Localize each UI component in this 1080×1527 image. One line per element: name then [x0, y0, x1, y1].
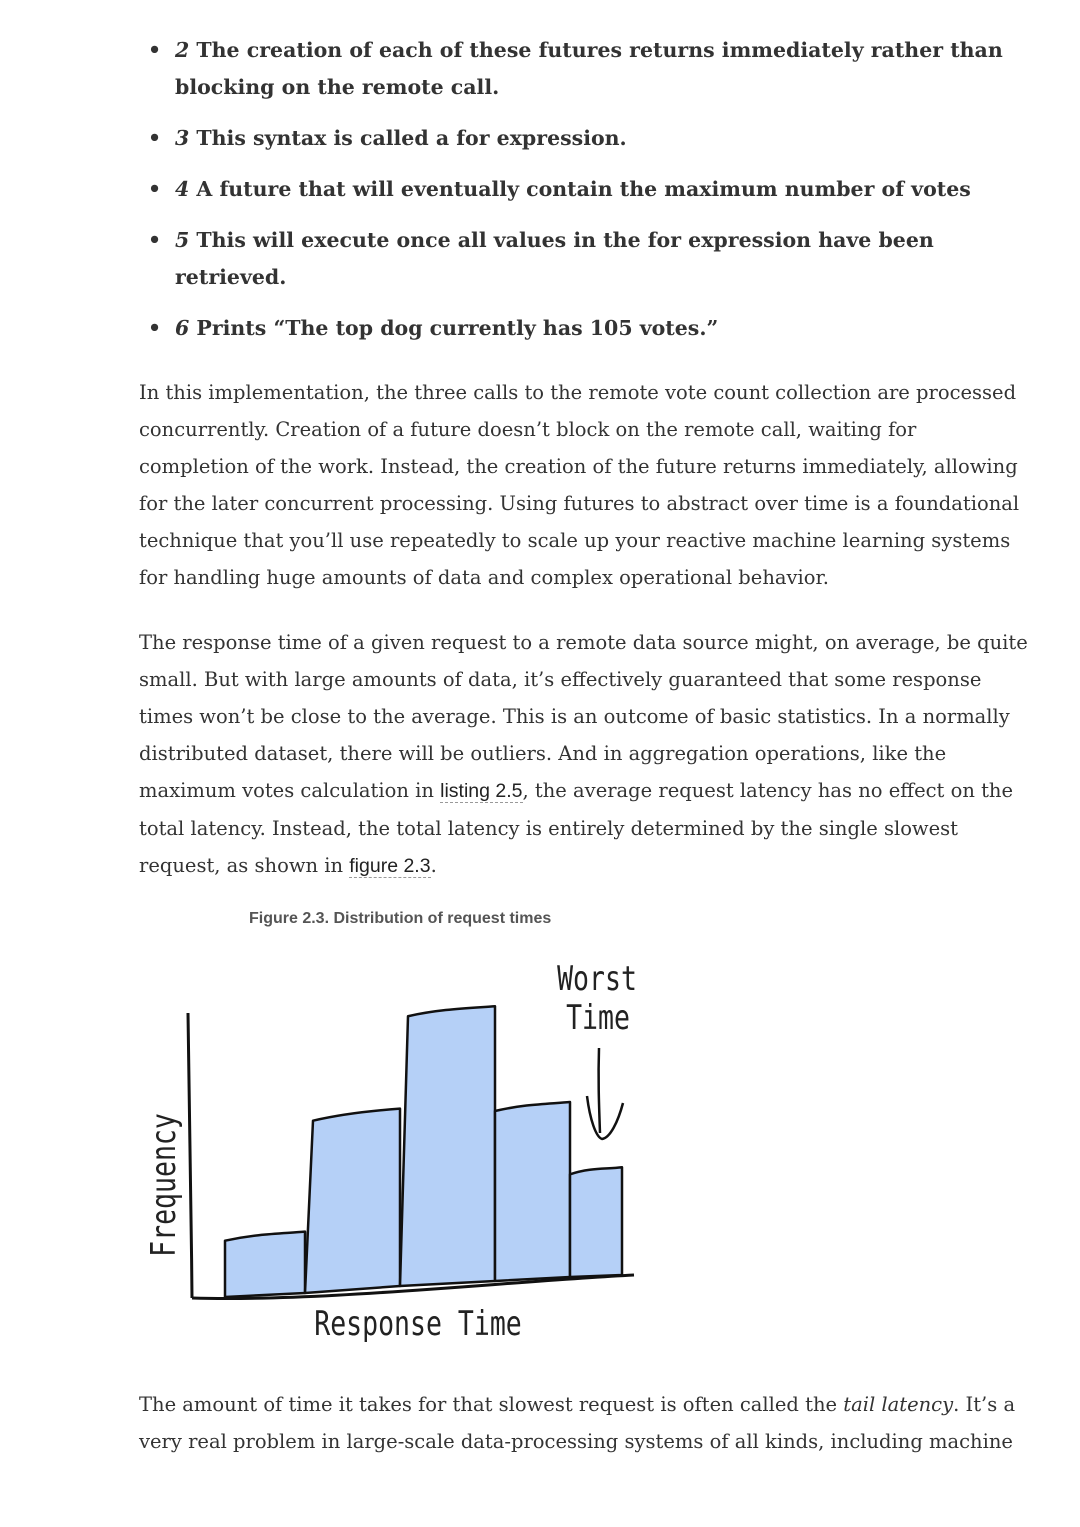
- y-axis: [188, 1013, 192, 1298]
- annotation-number: 5: [175, 228, 190, 252]
- annotation-item: [148, 120, 1038, 157]
- annotation-item: [148, 171, 1038, 208]
- annotation-text: This syntax is called a for expression.: [189, 126, 627, 150]
- annotation-text: Prints “The top dog currently has 105 votes.”: [189, 316, 719, 340]
- annotation-number: 2: [175, 38, 190, 62]
- annotation-number: 4: [175, 177, 190, 201]
- bars-layer: [225, 1006, 622, 1297]
- worst-time-label-line2: Time: [566, 998, 630, 1038]
- annotation-number: 6: [175, 316, 190, 340]
- annotation-text: The creation of each of these futures returns immediately rather than blocking on the remote call.: [175, 38, 1003, 99]
- histogram-figure: [120, 940, 660, 1360]
- worst-time-label-line1: Worst: [557, 959, 637, 999]
- histogram-bar: [495, 1102, 570, 1281]
- bullet: •: [148, 126, 162, 150]
- paragraph-text: The amount of time it takes for that slowest request is often called the: [139, 1393, 844, 1416]
- paragraph-response-time: [139, 624, 1029, 885]
- histogram-bar: [570, 1167, 622, 1277]
- paragraph-text: .: [430, 854, 437, 877]
- histogram-bar: [400, 1006, 495, 1286]
- paragraph-tail-latency: [139, 1386, 1029, 1460]
- bullet: •: [148, 228, 162, 252]
- worst-time-arrow-head: [587, 1096, 623, 1139]
- annotation-text: A future that will eventually contain the maximum number of votes: [189, 177, 971, 201]
- bullet: •: [148, 316, 162, 340]
- paragraph-text: The response time of a given request to a remote data source might, on average, be quite small. But with large amounts of data, it’s effectively guaranteed that some response times won’t be close to the average. This is an outcome of basic statistics. In a normally distributed dataset, there will be outliers. And in aggregation operations, like the maximum votes calculation in: [139, 631, 1028, 802]
- figure-caption: Figure 2.3. Distribution of request times: [249, 910, 552, 927]
- annotation-number: 3: [175, 126, 190, 150]
- worst-time-arrow-shaft: [599, 1048, 600, 1133]
- bullet: •: [148, 38, 162, 62]
- paragraph-futures: In this implementation, the three calls to the remote vote count collection are processed concurrently. Creation of a future doesn’t block on the remote call, waiting for completion of the work. Instead, the creation of the future returns immediately, allowing for the later concurrent processing. Using futures to abstract over time is a foundational technique that you’ll use repeatedly to scale up your reactive machine learning systems for handling huge amounts of data and complex operational behavior.: [139, 381, 1020, 589]
- bullet: •: [148, 177, 162, 201]
- annotation-text: This will execute once all values in the for expression have been retrieved.: [175, 228, 934, 289]
- annotation-item: [148, 310, 1038, 347]
- y-axis-label: Frequency: [144, 1113, 184, 1257]
- x-axis-label: Response Time: [314, 1304, 522, 1344]
- paragraph-text: . It’s a very real problem in large-scale data-processing systems of all kinds, including machine: [139, 1393, 1016, 1453]
- emphasized-term: tail latency: [843, 1393, 954, 1416]
- histogram-bar: [225, 1232, 305, 1297]
- histogram-bar: [305, 1109, 400, 1293]
- code-annotations-list: [148, 32, 1038, 361]
- listing-link[interactable]: listing 2.5: [440, 780, 523, 802]
- figure-link[interactable]: figure 2.3: [349, 855, 431, 877]
- annotation-item: [148, 222, 1038, 296]
- annotation-item: [148, 32, 1038, 106]
- paragraph-text: , the average request latency has no effect on the total latency. Instead, the total latency is entirely determined by the single slowest request, as shown in: [139, 779, 1014, 877]
